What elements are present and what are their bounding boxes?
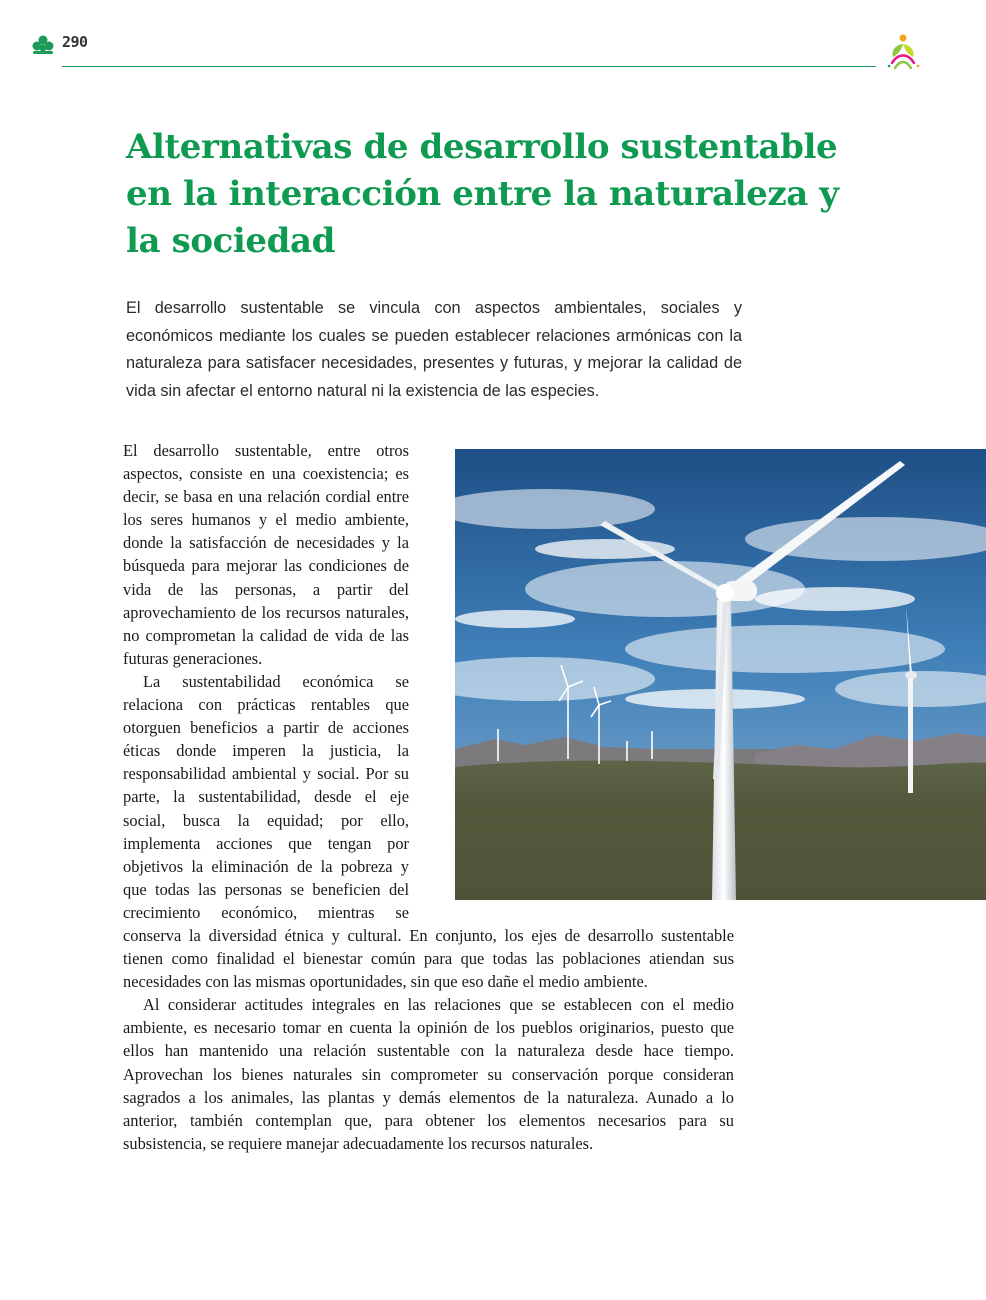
page-number: 290 — [62, 33, 88, 51]
body-paragraph: El desarrollo sustentable, entre otros aspectos, consiste en una coexistencia; es decir, se basa en una relación cordial entre los seres humanos y el medio ambiente, donde la satisfacción de necesidades y la búsqueda para mejorar las condiciones de vida de las personas, a partir del aprovechamiento de los recursos naturales, no comprometan la calidad de vida de las futuras generaciones. — [123, 441, 409, 668]
intro-paragraph: El desarrollo sustentable se vincula con aspectos ambientales, sociales y económicos mediante los cuales se pueden establecer relaciones armónicas con la naturaleza para satisfacer necesidades, presentes y futuras, y mejorar la calidad de vida sin afectar el entorno natural ni la existencia de las especies. — [126, 299, 742, 400]
body-paragraph: La sustentabilidad económica se relaciona con prácticas rentables que otorguen beneficios a partir de acciones éticas donde imperen la justicia, la responsabilidad ambiental y social. Por su parte, la sustentabilidad, desde el eje social, busca la equidad; por ello, implementa acciones que tengan por objetivos la eliminación de la pobreza y que todas las personas se beneficien del crecimiento económico, mientras se conserva la diversidad étnica y cultural. En conjunto, los ejes de desarrollo sustentable tienen como finalidad el bienestar común para que todas las poblaciones atiendan sus necesidades con las mismas oportunidades, sin que eso dañe el medio ambiente. — [123, 671, 734, 992]
section-emblem-icon — [883, 33, 923, 71]
photo-text-wrap — [409, 439, 734, 920]
publisher-logo-icon — [30, 33, 56, 55]
header-rule — [62, 66, 876, 67]
page-title: Alternativas de desarrollo sustentable en la interacción entre la naturaleza y la sociedad — [126, 127, 839, 261]
body-text — [123, 439, 734, 1155]
body-paragraph: Al considerar actitudes integrales en las relaciones que se establecen con el medio ambiente, es necesario tomar en cuenta la opinión de los pueblos originarios, puesto que ellos han mantenido una relación sustentable con la naturaleza desde hace tiempo. Aprovechan los bienes naturales sin comprometer su conservación porque consideran sagrados a los animales, las plantas y demás elementos de la naturaleza. Aunado a lo anterior, también contemplan que, para obtener los elementos necesarios para su subsistencia, se requiere manejar adecuadamente los recursos naturales. — [123, 995, 734, 1153]
